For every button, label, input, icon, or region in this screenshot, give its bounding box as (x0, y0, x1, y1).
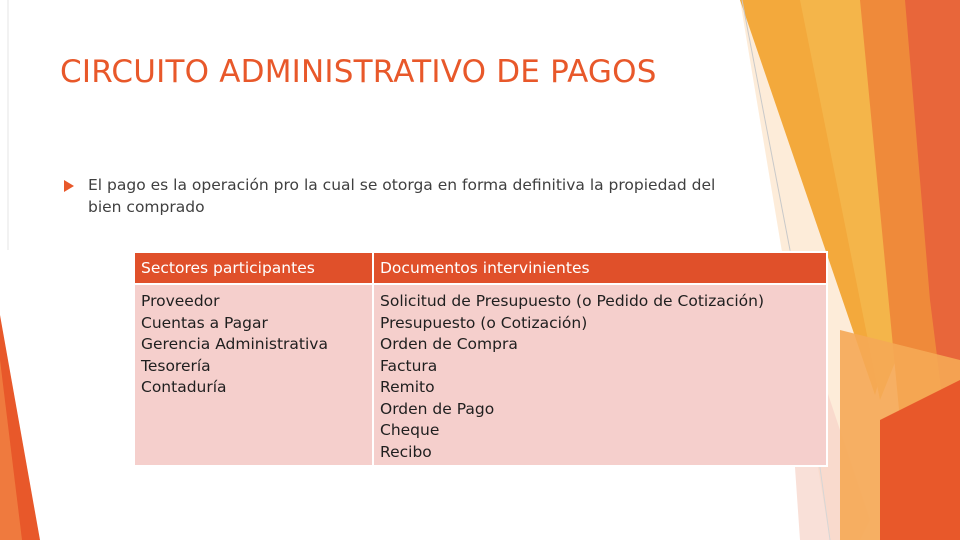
bullet-text: El pago es la operación pro la cual se otorga en forma definitiva la propiedad del bien comprado (88, 176, 716, 216)
slide-title: CIRCUITO ADMINISTRATIVO DE PAGOS (60, 54, 657, 90)
list-item: Factura (380, 356, 438, 375)
list-item: Tesorería (141, 356, 211, 375)
list-item: Remito (380, 378, 435, 396)
data-table (133, 251, 828, 467)
list-item: Contaduría (141, 378, 227, 396)
table-row (134, 284, 827, 466)
list-item: Orden de Pago (380, 399, 495, 418)
list-item: Orden de Compra (380, 335, 518, 353)
list-item: Presupuesto (o Cotización) (380, 313, 588, 332)
cell-sectores (134, 284, 373, 466)
bullet-arrow-icon (64, 180, 74, 192)
list-item: Gerencia Administrativa (141, 335, 328, 353)
list-item: Proveedor (141, 292, 220, 310)
list-item: Solicitud de Presupuesto (o Pedido de Cotización) (380, 292, 765, 310)
table-header-row (134, 252, 827, 284)
header-sectores: Sectores participantes (134, 252, 373, 284)
header-documentos: Documentos intervinientes (373, 252, 827, 284)
cell-documentos (373, 284, 827, 466)
list-item: Cuentas a Pagar (141, 313, 268, 332)
list-item: Recibo (380, 442, 432, 461)
list-item: Cheque (380, 421, 440, 439)
